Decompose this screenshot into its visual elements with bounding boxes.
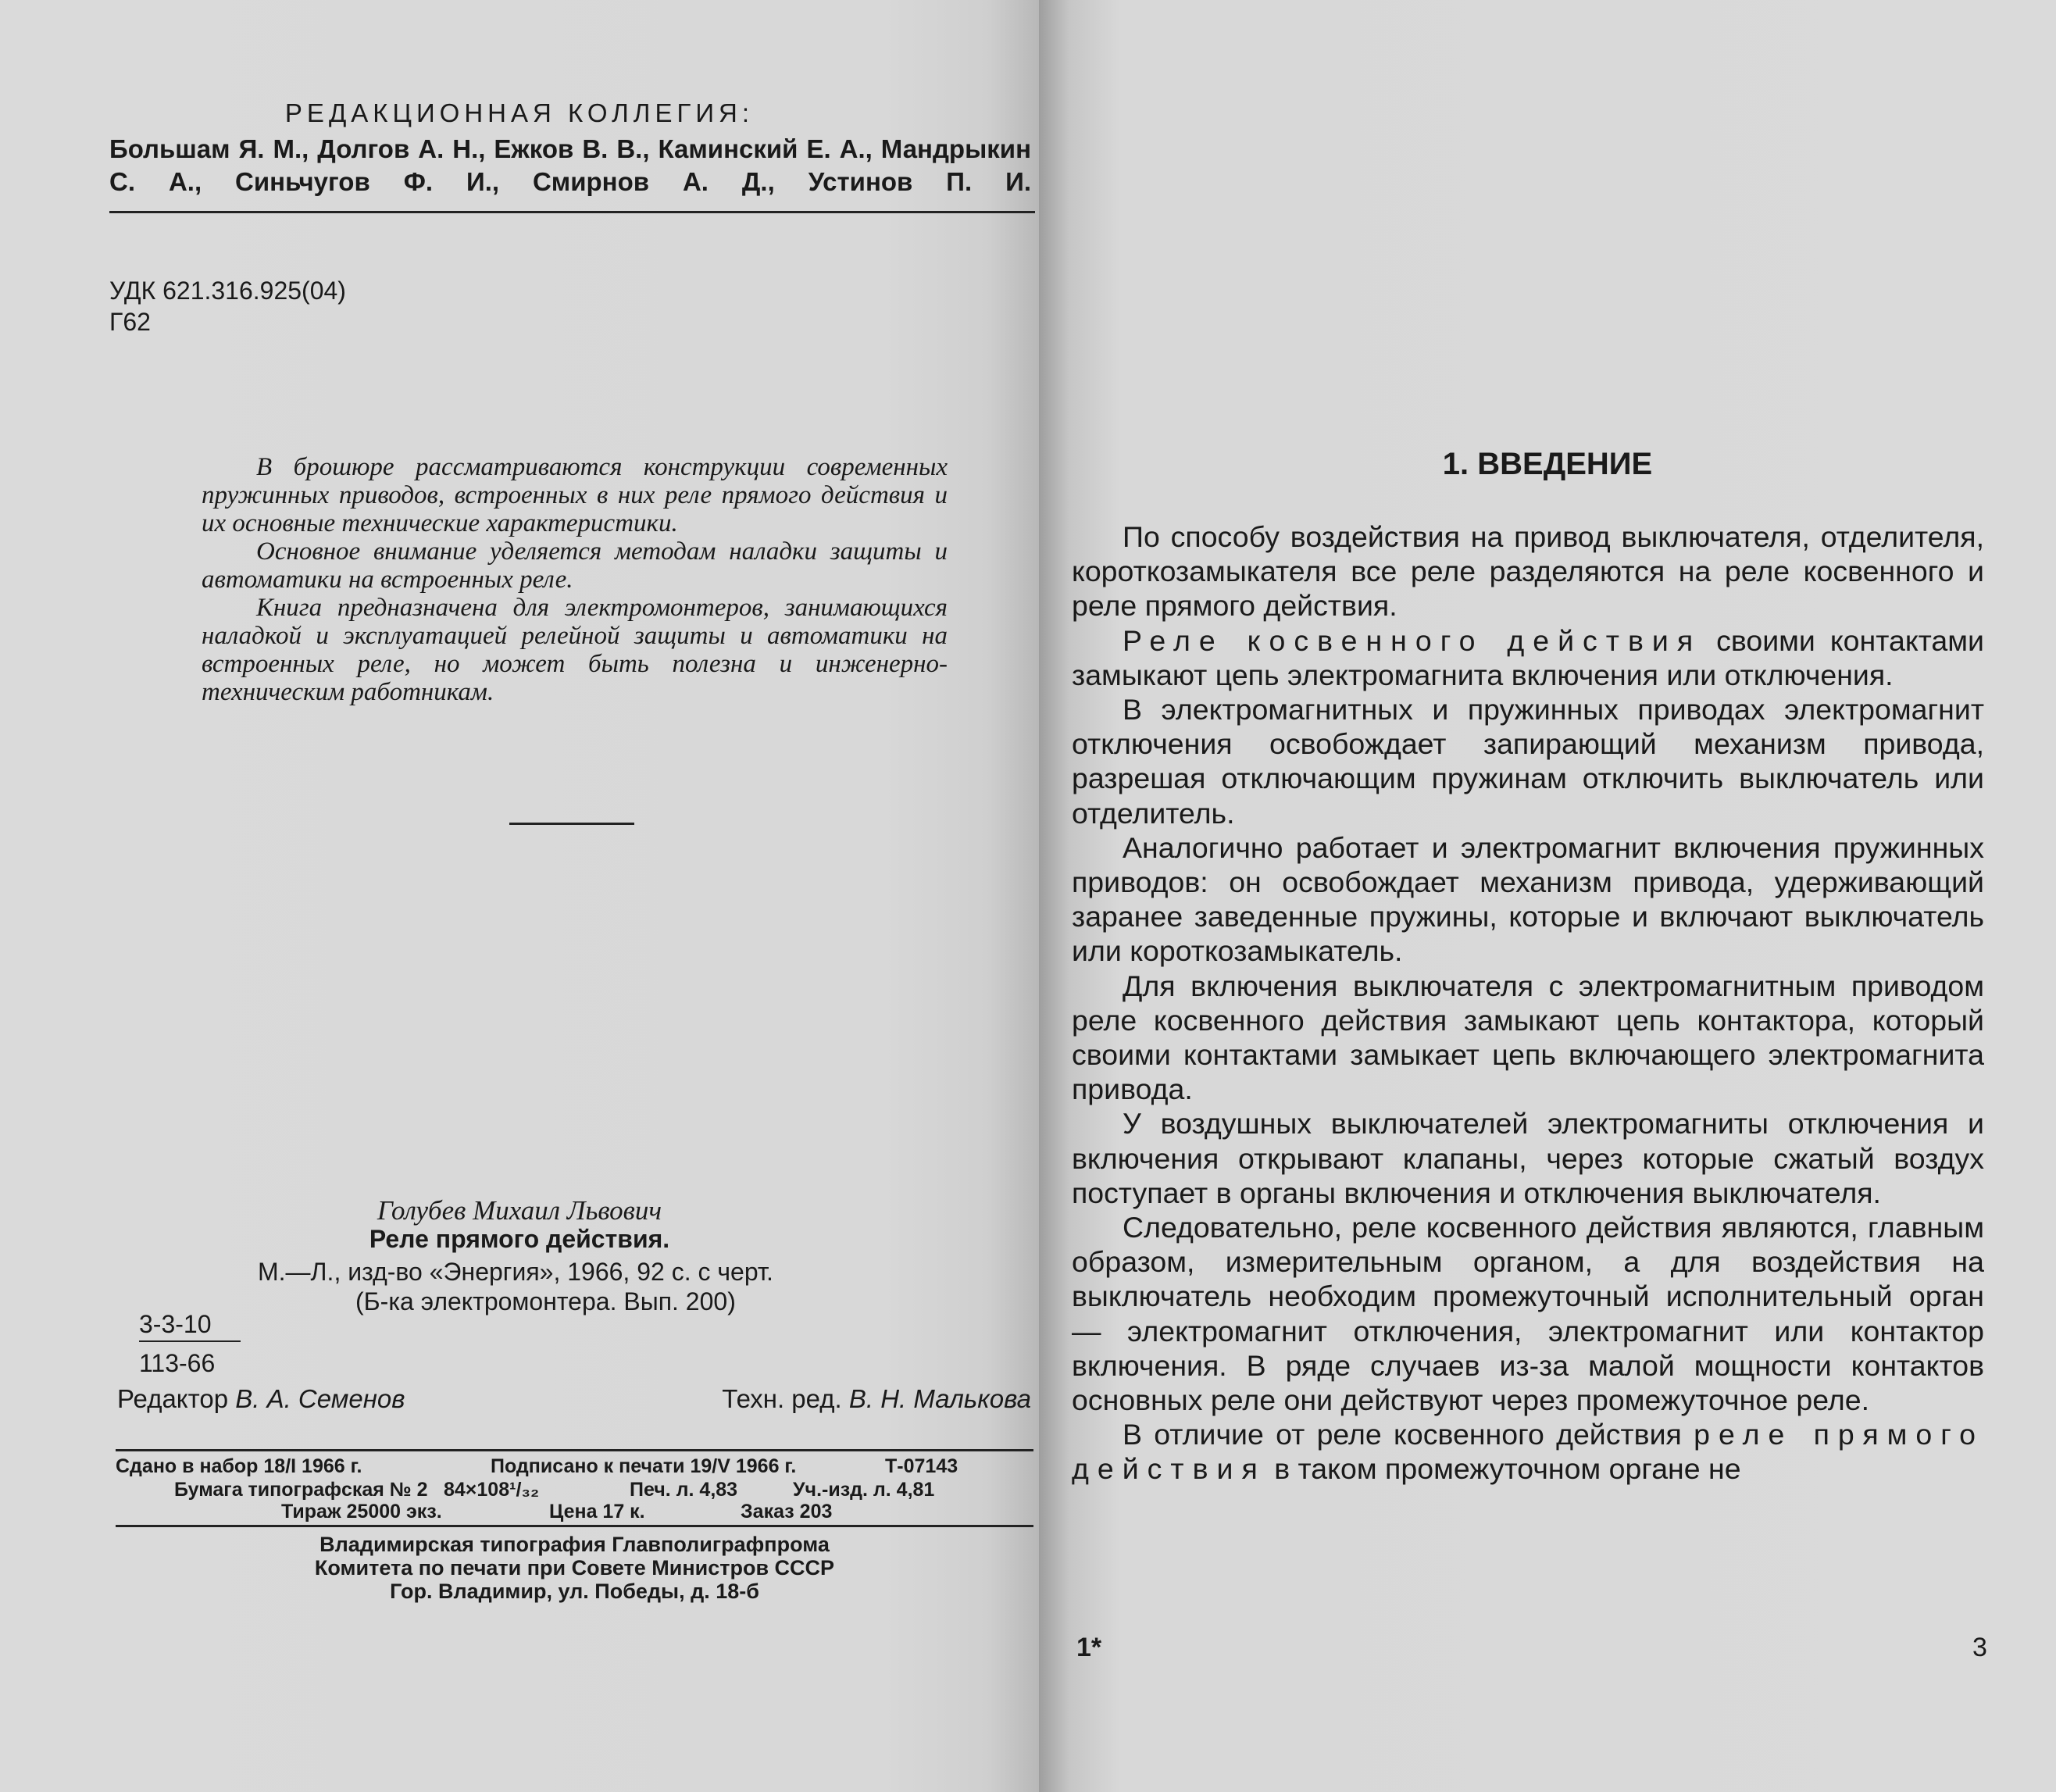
- annotation: [202, 453, 948, 706]
- printer-line: Владимирская типография Главполиграфпрома: [319, 1533, 830, 1556]
- annotation-paragraph: Книга предназначена для электромонтеров, занимающихся наладкой и эксплуатацией релейной защиты и автоматики на встроенных реле, но может быть полезна и инженерно-техническим работникам.: [202, 594, 948, 706]
- paragraph-text: своими контактами замыкают цепь электромагнита включения или отключения.: [1072, 623, 1984, 691]
- paragraph: Для включения выключателя с электромагнитным приводом реле косвенного действия замыкают цепь контактора, который своими контактами замыкает цепь включающего электромагнита привода.: [1072, 969, 1984, 1106]
- spaced-term: реле прямого действия: [1072, 1418, 1984, 1486]
- right-page: [1039, 0, 2056, 1792]
- short-divider: [509, 823, 634, 825]
- book-title: Реле прямого действия.: [369, 1225, 670, 1253]
- spaced-term: Реле косвенного действия: [1123, 623, 1702, 657]
- editorial-board-members: Большам Я. М., Долгов А. Н., Ежков В. В., Каминский Е. А., Мандрыкин С. А., Синьчугов Ф. И., Смирнов А. Д., Устинов П. И.: [109, 134, 1031, 196]
- paragraph-text: В отличие от реле косвенного действия: [1123, 1418, 1694, 1451]
- imprint-bottom-rule: [116, 1525, 1033, 1527]
- imprint-price: Цена 17 к.: [549, 1501, 645, 1522]
- udk-block: [109, 275, 346, 337]
- signature-mark: 1*: [1076, 1633, 1102, 1662]
- catalog-number-bottom: 113-66: [139, 1349, 216, 1377]
- imprint-circulation: Тираж 25000 экз.: [281, 1501, 442, 1522]
- publication-line: М.—Л., изд-во «Энергия», 1966, 92 с. с черт.: [258, 1258, 773, 1286]
- tech-editor-name: В. Н. Малькова: [848, 1384, 1031, 1413]
- paragraph-text: в таком промежуточном органе не: [1265, 1452, 1741, 1486]
- annotation-paragraph: Основное внимание уделяется методам наладки защиты и автоматики на встроенных реле.: [202, 537, 948, 594]
- printer-line: Гор. Владимир, ул. Победы, д. 18-б: [390, 1580, 759, 1603]
- imprint-paper: Бумага типографская № 2: [174, 1479, 428, 1501]
- imprint-pub-sheets: Уч.-изд. л. 4,81: [793, 1479, 935, 1501]
- tech-editor-label: Техн. ред.: [722, 1384, 842, 1413]
- paragraph: Следовательно, реле косвенного действия являются, главным образом, измерительным органом, а для воздействия на выключатель необходим промежуточный исполнительный орган — электромагнит отключения, электромагнит или контактор включения. В ряде случаев из-за малой мощности контактов основных реле они действуют через промежуточное реле.: [1072, 1211, 1984, 1417]
- imprint-typeset-date: Сдано в набор 18/I 1966 г.: [116, 1455, 362, 1477]
- imprint-order: Заказ 203: [741, 1501, 833, 1522]
- paragraph: Аналогично работает и электромагнит включения пружинных приводов: он освобождает механизм привода, удерживающий заранее заведенные пружины, которые и включают выключатель или короткозамыкатель.: [1072, 830, 1984, 968]
- imprint-order-code: Т-07143: [885, 1455, 958, 1477]
- editor-label: Редактор: [117, 1384, 229, 1413]
- paragraph: [1072, 1417, 1984, 1486]
- paragraph: По способу воздействия на привод выключателя, отделителя, короткозамыкателя все реле разделяются на реле косвенного и реле прямого действия.: [1072, 520, 1984, 623]
- tech-editor: [722, 1384, 1031, 1414]
- editorial-board-title: РЕДАКЦИОННАЯ КОЛЛЕГИЯ:: [284, 98, 755, 127]
- printer-info: [116, 1533, 1033, 1603]
- imprint-print-sheets: Печ. л. 4,83: [630, 1479, 738, 1501]
- imprint-signed-date: Подписано к печати 19/V 1966 г.: [491, 1455, 797, 1477]
- editor-name: В. А. Семенов: [235, 1384, 405, 1413]
- author-name: Голубев Михаил Львович: [377, 1195, 662, 1226]
- paragraph: [1072, 623, 1984, 692]
- catalog-number-top: 3-3-10: [139, 1310, 212, 1338]
- section-heading: 1. ВВЕДЕНИЕ: [1442, 447, 1653, 481]
- annotation-paragraph: В брошюре рассматриваются конструкции современных пружинных приводов, встроенных в них реле прямого действия и их основные технические характеристики.: [202, 453, 948, 537]
- body-text: [1072, 519, 1984, 1487]
- imprint-format: 84×108¹/₃₂: [444, 1479, 540, 1501]
- index-code: Г62: [109, 308, 151, 336]
- udk-code: УДК 621.316.925(04): [109, 277, 346, 305]
- catalog-fraction-line: [139, 1340, 241, 1342]
- paragraph: В электромагнитных и пружинных приводах электромагнит отключения освобождает запирающий механизм привода, разрешая отключающим пружинам отключить выключатель или отделитель.: [1072, 693, 1984, 830]
- printer-line: Комитета по печати при Совете Министров СССР: [314, 1556, 835, 1580]
- top-rule: [109, 211, 1035, 213]
- imprint-top-rule: [116, 1449, 1033, 1451]
- paragraph: У воздушных выключателей электромагниты отключения и включения открывают клапаны, через которые сжатый воздух поступает в органы включения и отключения выключателя.: [1072, 1107, 1984, 1209]
- series-line: (Б-ка электромонтера. Вып. 200): [355, 1287, 736, 1315]
- page-number: 3: [1972, 1633, 1987, 1662]
- editors-line: [117, 1384, 1031, 1414]
